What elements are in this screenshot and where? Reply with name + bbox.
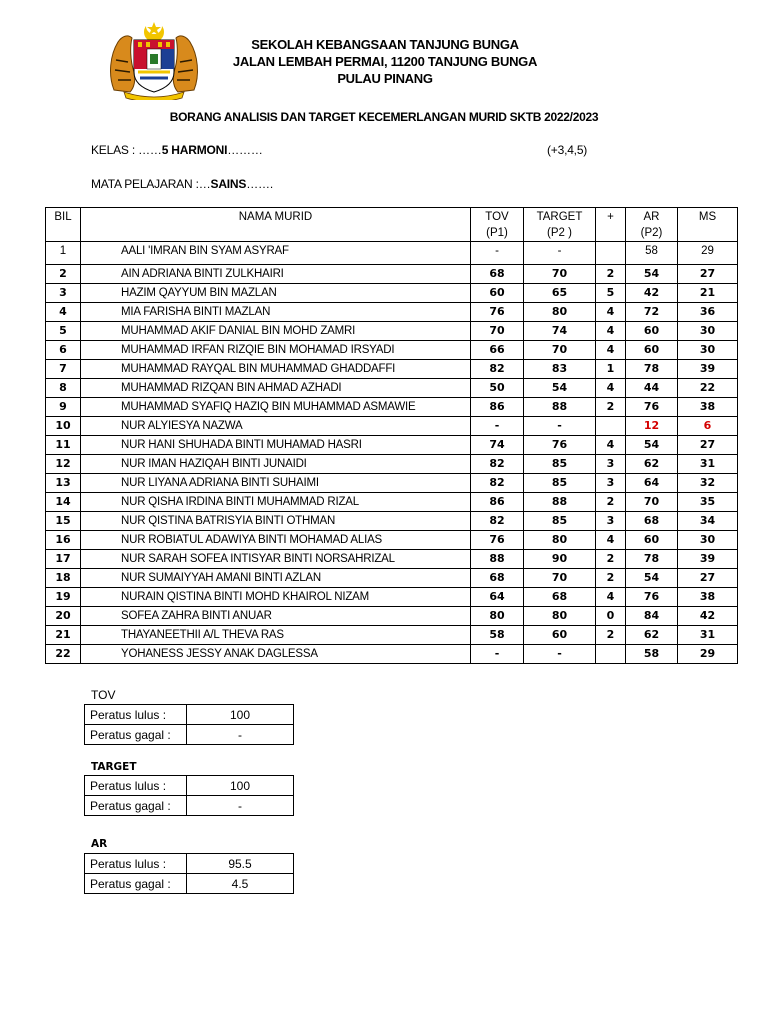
row-ms: 39: [678, 550, 738, 569]
row-bil: 9: [46, 398, 81, 417]
table-row: [46, 626, 738, 645]
target-note: (+3,4,5): [547, 143, 588, 157]
row-ar: 72: [626, 303, 678, 322]
lulus-value: 95.5: [187, 854, 294, 874]
row-ar: 62: [626, 455, 678, 474]
row-ms: 32: [678, 474, 738, 493]
kelas-label: KELAS : ……: [91, 143, 162, 157]
row-ar: 60: [626, 531, 678, 550]
row-ar: 54: [626, 569, 678, 588]
row-nama-murid: MUHAMMAD AKIF DANIAL BIN MOHD ZAMRI: [81, 322, 471, 341]
ar-summary-label: AR: [91, 838, 108, 850]
table-row: [46, 379, 738, 398]
header-ms: MS: [678, 208, 738, 242]
row-bil: 20: [46, 607, 81, 626]
row-ar: 68: [626, 512, 678, 531]
row-ms: 29: [678, 242, 738, 265]
row-nama-murid: MUHAMMAD IRFAN RIZQIE BIN MOHAMAD IRSYADI: [81, 341, 471, 360]
row-plus: 2: [596, 626, 626, 645]
row-ar: 44: [626, 379, 678, 398]
row-plus: 2: [596, 493, 626, 512]
row-tov: 86: [471, 398, 524, 417]
row-nama-murid: NUR SUMAIYYAH AMANI BINTI AZLAN: [81, 569, 471, 588]
table-row: [85, 705, 294, 725]
row-ms: 31: [678, 455, 738, 474]
row-target: 88: [524, 493, 596, 512]
row-target: 70: [524, 265, 596, 284]
row-ms: 35: [678, 493, 738, 512]
table-row: [46, 242, 738, 265]
row-plus: 2: [596, 398, 626, 417]
mata-pelajaran-label: MATA PELAJARAN :…: [91, 177, 211, 191]
row-nama-murid: AIN ADRIANA BINTI ZULKHAIRI: [81, 265, 471, 284]
row-ar: 76: [626, 588, 678, 607]
gagal-value: -: [187, 796, 294, 816]
table-row: [46, 322, 738, 341]
row-nama-murid: NUR ALYIESYA NAZWA: [81, 417, 471, 436]
row-target: 80: [524, 303, 596, 322]
row-target: 60: [524, 626, 596, 645]
row-plus: [596, 645, 626, 664]
school-state: PULAU PINANG: [337, 71, 433, 86]
header-target: TARGET (P2 ): [524, 208, 596, 242]
row-ms: 39: [678, 360, 738, 379]
table-row: [46, 360, 738, 379]
lulus-value: 100: [187, 776, 294, 796]
header-tov: TOV (P1): [471, 208, 524, 242]
row-plus: 0: [596, 607, 626, 626]
row-ar: 54: [626, 265, 678, 284]
tov-summary-label: TOV: [91, 688, 116, 702]
table-row: [85, 725, 294, 745]
row-tov: 68: [471, 569, 524, 588]
row-plus: 5: [596, 284, 626, 303]
row-tov: 76: [471, 531, 524, 550]
row-target: 83: [524, 360, 596, 379]
school-name: SEKOLAH KEBANGSAAN TANJUNG BUNGA: [251, 37, 519, 52]
kelas-line: [91, 143, 263, 157]
lulus-value: 100: [187, 705, 294, 725]
row-ar: 76: [626, 398, 678, 417]
gagal-label: Peratus gagal :: [85, 796, 187, 816]
row-bil: 3: [46, 284, 81, 303]
table-row: [46, 417, 738, 436]
row-bil: 22: [46, 645, 81, 664]
row-ar: 64: [626, 474, 678, 493]
row-tov: 76: [471, 303, 524, 322]
row-ar: 58: [626, 645, 678, 664]
row-nama-murid: NUR SARAH SOFEA INTISYAR BINTI NORSAHRIZAL: [81, 550, 471, 569]
row-tov: 60: [471, 284, 524, 303]
row-nama-murid: NUR ROBIATUL ADAWIYA BINTI MOHAMAD ALIAS: [81, 531, 471, 550]
row-target: 54: [524, 379, 596, 398]
row-tov: -: [471, 645, 524, 664]
row-tov: 50: [471, 379, 524, 398]
row-ms: 27: [678, 265, 738, 284]
table-row: [46, 512, 738, 531]
school-header: [200, 36, 570, 87]
row-tov: 86: [471, 493, 524, 512]
table-row: [46, 645, 738, 664]
row-nama-murid: SOFEA ZAHRA BINTI ANUAR: [81, 607, 471, 626]
lulus-label: Peratus lulus :: [85, 705, 187, 725]
row-ar: 54: [626, 436, 678, 455]
row-target: 85: [524, 455, 596, 474]
row-bil: 17: [46, 550, 81, 569]
row-ar: 12: [626, 417, 678, 436]
row-ms: 27: [678, 436, 738, 455]
row-nama-murid: NURAIN QISTINA BINTI MOHD KHAIROL NIZAM: [81, 588, 471, 607]
row-nama-murid: NUR QISHA IRDINA BINTI MUHAMMAD RIZAL: [81, 493, 471, 512]
table-row: [46, 550, 738, 569]
row-bil: 12: [46, 455, 81, 474]
row-ar: 62: [626, 626, 678, 645]
table-row: [46, 303, 738, 322]
form-title: BORANG ANALISIS DAN TARGET KECEMERLANGAN MURID SKTB 2022/2023: [169, 110, 599, 124]
row-plus: 1: [596, 360, 626, 379]
gagal-value: 4.5: [187, 874, 294, 894]
row-bil: 10: [46, 417, 81, 436]
row-ms: 30: [678, 531, 738, 550]
row-tov: 74: [471, 436, 524, 455]
row-target: 76: [524, 436, 596, 455]
row-bil: 16: [46, 531, 81, 550]
row-bil: 14: [46, 493, 81, 512]
row-ms: 29: [678, 645, 738, 664]
kelas-suffix: ………: [227, 143, 263, 157]
row-target: 80: [524, 607, 596, 626]
row-tov: 68: [471, 265, 524, 284]
row-nama-murid: AALI 'IMRAN BIN SYAM ASYRAF: [81, 242, 471, 265]
row-tov: 82: [471, 474, 524, 493]
target-summary-table: [84, 775, 294, 816]
row-ms: 30: [678, 341, 738, 360]
table-row: [46, 474, 738, 493]
row-nama-murid: THAYANEETHII A/L THEVA RAS: [81, 626, 471, 645]
school-address: JALAN LEMBAH PERMAI, 11200 TANJUNG BUNGA: [232, 54, 538, 69]
header-plus: +: [596, 208, 626, 242]
gagal-label: Peratus gagal :: [85, 725, 187, 745]
row-ms: 27: [678, 569, 738, 588]
row-target: 65: [524, 284, 596, 303]
row-plus: 3: [596, 512, 626, 531]
row-bil: 11: [46, 436, 81, 455]
header-ar: AR (P2): [626, 208, 678, 242]
row-tov: 88: [471, 550, 524, 569]
row-target: -: [524, 417, 596, 436]
row-bil: 8: [46, 379, 81, 398]
lulus-label: Peratus lulus :: [85, 854, 187, 874]
row-plus: 4: [596, 379, 626, 398]
row-ar: 42: [626, 284, 678, 303]
table-row: [85, 776, 294, 796]
gagal-value: -: [187, 725, 294, 745]
student-analysis-table: [45, 207, 738, 664]
mata-pelajaran-value: SAINS: [210, 177, 247, 191]
row-plus: 3: [596, 474, 626, 493]
header-bil: BIL: [46, 208, 81, 242]
tov-summary-table: [84, 704, 294, 745]
row-plus: 4: [596, 341, 626, 360]
row-tov: 80: [471, 607, 524, 626]
row-target: 74: [524, 322, 596, 341]
table-row: [46, 588, 738, 607]
row-plus: 4: [596, 322, 626, 341]
row-target: 70: [524, 341, 596, 360]
row-target: 90: [524, 550, 596, 569]
row-ms: 38: [678, 398, 738, 417]
row-bil: 13: [46, 474, 81, 493]
row-tov: 70: [471, 322, 524, 341]
table-row: [85, 796, 294, 816]
mata-pelajaran-line: [91, 177, 273, 191]
row-tov: 58: [471, 626, 524, 645]
row-ar: 78: [626, 360, 678, 379]
row-ms: 6: [678, 417, 738, 436]
row-nama-murid: MIA FARISHA BINTI MAZLAN: [81, 303, 471, 322]
row-target: 85: [524, 474, 596, 493]
row-nama-murid: NUR HANI SHUHADA BINTI MUHAMAD HASRI: [81, 436, 471, 455]
row-nama-murid: HAZIM QAYYUM BIN MAZLAN: [81, 284, 471, 303]
row-bil: 7: [46, 360, 81, 379]
row-bil: 19: [46, 588, 81, 607]
row-plus: 4: [596, 531, 626, 550]
row-tov: 82: [471, 512, 524, 531]
target-summary-label: TARGET: [91, 761, 137, 773]
row-target: 88: [524, 398, 596, 417]
row-ar: 60: [626, 341, 678, 360]
row-ms: 21: [678, 284, 738, 303]
table-row: [46, 531, 738, 550]
table-row: [46, 455, 738, 474]
lulus-label: Peratus lulus :: [85, 776, 187, 796]
table-row: [46, 569, 738, 588]
mata-pelajaran-suffix: …….: [246, 177, 273, 191]
row-tov: 66: [471, 341, 524, 360]
row-ar: 60: [626, 322, 678, 341]
row-ms: 36: [678, 303, 738, 322]
row-target: 68: [524, 588, 596, 607]
row-plus: 2: [596, 569, 626, 588]
row-bil: 4: [46, 303, 81, 322]
row-ms: 38: [678, 588, 738, 607]
table-row: [46, 493, 738, 512]
row-ms: 30: [678, 322, 738, 341]
gagal-label: Peratus gagal :: [85, 874, 187, 894]
row-bil: 2: [46, 265, 81, 284]
table-row: [46, 436, 738, 455]
coat-of-arms-logo: [104, 20, 204, 100]
row-tov: -: [471, 242, 524, 265]
table-row: [46, 398, 738, 417]
table-row: [46, 341, 738, 360]
row-tov: 82: [471, 360, 524, 379]
row-target: -: [524, 645, 596, 664]
ar-summary-table: [84, 853, 294, 894]
row-plus: [596, 417, 626, 436]
row-ar: 70: [626, 493, 678, 512]
row-ms: 22: [678, 379, 738, 398]
row-nama-murid: NUR LIYANA ADRIANA BINTI SUHAIMI: [81, 474, 471, 493]
row-tov: 64: [471, 588, 524, 607]
row-ar: 58: [626, 242, 678, 265]
table-row: [85, 874, 294, 894]
row-tov: -: [471, 417, 524, 436]
row-plus: 4: [596, 436, 626, 455]
row-bil: 5: [46, 322, 81, 341]
row-nama-murid: NUR IMAN HAZIQAH BINTI JUNAIDI: [81, 455, 471, 474]
row-nama-murid: MUHAMMAD SYAFIQ HAZIQ BIN MUHAMMAD ASMAWIE: [81, 398, 471, 417]
row-bil: 18: [46, 569, 81, 588]
table-row: [85, 854, 294, 874]
row-nama-murid: YOHANESS JESSY ANAK DAGLESSA: [81, 645, 471, 664]
row-nama-murid: MUHAMMAD RAYQAL BIN MUHAMMAD GHADDAFFI: [81, 360, 471, 379]
row-plus: 4: [596, 303, 626, 322]
row-bil: 15: [46, 512, 81, 531]
row-bil: 21: [46, 626, 81, 645]
kelas-value: 5 HARMONI: [161, 143, 228, 157]
row-bil: 1: [46, 242, 81, 265]
table-row: [46, 607, 738, 626]
row-plus: 4: [596, 588, 626, 607]
row-plus: 3: [596, 455, 626, 474]
row-ar: 84: [626, 607, 678, 626]
row-target: -: [524, 242, 596, 265]
row-ms: 31: [678, 626, 738, 645]
row-nama-murid: MUHAMMAD RIZQAN BIN AHMAD AZHADI: [81, 379, 471, 398]
row-ms: 42: [678, 607, 738, 626]
row-target: 70: [524, 569, 596, 588]
row-bil: 6: [46, 341, 81, 360]
row-target: 80: [524, 531, 596, 550]
row-ar: 78: [626, 550, 678, 569]
row-plus: [596, 242, 626, 265]
table-row: [46, 284, 738, 303]
row-tov: 82: [471, 455, 524, 474]
table-header-row: [46, 208, 738, 242]
row-target: 85: [524, 512, 596, 531]
row-ms: 34: [678, 512, 738, 531]
header-nama-murid: NAMA MURID: [81, 208, 471, 242]
row-plus: 2: [596, 550, 626, 569]
table-row: [46, 265, 738, 284]
row-nama-murid: NUR QISTINA BATRISYIA BINTI OTHMAN: [81, 512, 471, 531]
row-plus: 2: [596, 265, 626, 284]
